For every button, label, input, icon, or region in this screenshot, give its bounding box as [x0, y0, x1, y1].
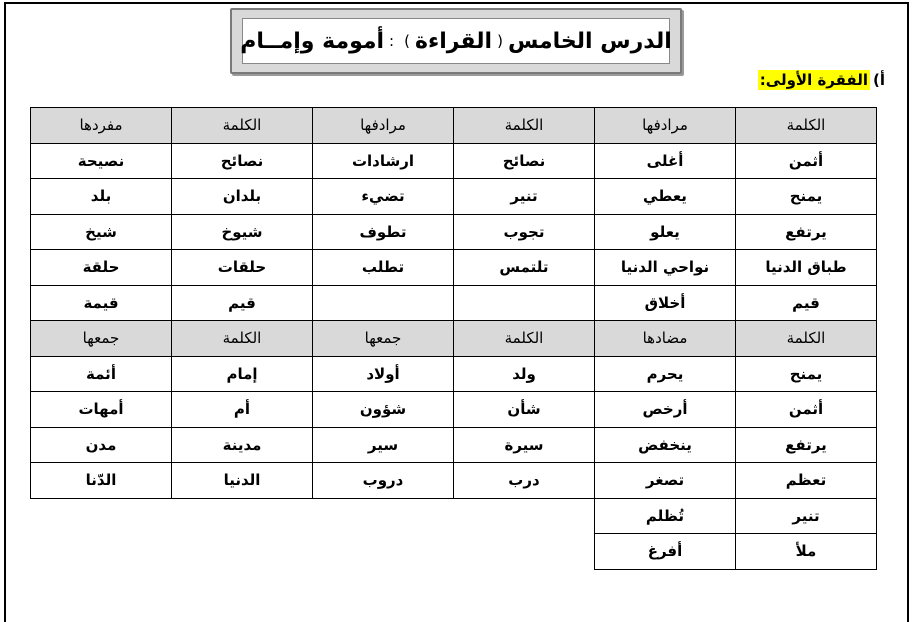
table-cell: الدنيا: [172, 463, 313, 499]
table-cell: [172, 498, 313, 534]
table-cell: يرتفع: [736, 214, 877, 250]
lesson-title-box: [230, 8, 682, 74]
table-cell: شؤون: [313, 392, 454, 428]
table-cell: أغلى: [595, 143, 736, 179]
table-cell: يمنح: [736, 356, 877, 392]
table-row: [31, 285, 877, 321]
table-header-cell: الكلمة: [172, 108, 313, 144]
table-cell: أمهات: [31, 392, 172, 428]
table-cell: سيرة: [454, 427, 595, 463]
table-header-cell: الكلمة: [172, 321, 313, 357]
table-cell: شيخ: [31, 214, 172, 250]
lesson-title: [242, 18, 670, 64]
table-cell: نواحي الدنيا: [595, 250, 736, 286]
table-cell: [31, 498, 172, 534]
table-cell: [31, 534, 172, 570]
table-row: [31, 498, 877, 534]
table-cell: سير: [313, 427, 454, 463]
table-row: [31, 214, 877, 250]
lesson-number: الدرس الخامس: [507, 28, 672, 54]
table-cell: تُظلم: [595, 498, 736, 534]
table-cell: قيم: [172, 285, 313, 321]
table-cell: [313, 285, 454, 321]
table-cell: شيوخ: [172, 214, 313, 250]
section-heading: [758, 71, 885, 89]
table-header-cell: جمعها: [313, 321, 454, 357]
table-header-cell: الكلمة: [736, 321, 877, 357]
table-cell: حلقات: [172, 250, 313, 286]
vocabulary-table: [30, 107, 877, 570]
table-cell: نصيحة: [31, 143, 172, 179]
table-header-row: [31, 321, 877, 357]
table-cell: [454, 285, 595, 321]
table-cell: تطلب: [313, 250, 454, 286]
table-cell: يعلو: [595, 214, 736, 250]
lesson-subject: القراءة: [414, 28, 493, 54]
table-row: [31, 143, 877, 179]
table-cell: تصغر: [595, 463, 736, 499]
table-cell: [454, 534, 595, 570]
table-cell: تنير: [736, 498, 877, 534]
table-cell: أفرغ: [595, 534, 736, 570]
table-row: [31, 179, 877, 215]
table-cell: أم: [172, 392, 313, 428]
lesson-topic: أمومة وإمــام: [240, 28, 385, 54]
table-row: [31, 392, 877, 428]
table-header-cell: الكلمة: [454, 321, 595, 357]
table-cell: تطوف: [313, 214, 454, 250]
table-cell: بلدان: [172, 179, 313, 215]
table-cell: نصائح: [454, 143, 595, 179]
table-cell: تضيء: [313, 179, 454, 215]
table-cell: أخلاق: [595, 285, 736, 321]
table-cell: نصائح: [172, 143, 313, 179]
table-cell: دروب: [313, 463, 454, 499]
table-cell: أثمن: [736, 392, 877, 428]
table-row: [31, 427, 877, 463]
table-cell: ينخفض: [595, 427, 736, 463]
table-cell: أثمن: [736, 143, 877, 179]
table-row: [31, 356, 877, 392]
paren-close: ): [404, 32, 410, 50]
table-cell: شأن: [454, 392, 595, 428]
table-header-row: [31, 108, 877, 144]
table-cell: يرتفع: [736, 427, 877, 463]
title-colon: :: [389, 32, 395, 50]
table-header-cell: مرادفها: [313, 108, 454, 144]
table-header-cell: مضادها: [595, 321, 736, 357]
table-cell: يعطي: [595, 179, 736, 215]
table-row: [31, 463, 877, 499]
table-cell: [172, 534, 313, 570]
table-cell: يحرم: [595, 356, 736, 392]
paren-open: (: [497, 32, 503, 50]
table-cell: بلد: [31, 179, 172, 215]
table-cell: [313, 498, 454, 534]
table-cell: قيم: [736, 285, 877, 321]
table-cell: الدّنا: [31, 463, 172, 499]
table-header-cell: جمعها: [31, 321, 172, 357]
table-cell: ولد: [454, 356, 595, 392]
table-cell: تلتمس: [454, 250, 595, 286]
table-cell: تنير: [454, 179, 595, 215]
table-cell: مدينة: [172, 427, 313, 463]
table-cell: طباق الدنيا: [736, 250, 877, 286]
table-cell: درب: [454, 463, 595, 499]
table-cell: أرخص: [595, 392, 736, 428]
table-cell: [313, 534, 454, 570]
table-header-cell: مفردها: [31, 108, 172, 144]
table-row: [31, 534, 877, 570]
table-cell: مدن: [31, 427, 172, 463]
table-row: [31, 250, 877, 286]
table-cell: أولاد: [313, 356, 454, 392]
table-cell: حلقة: [31, 250, 172, 286]
table-cell: ارشادات: [313, 143, 454, 179]
table-cell: يمنح: [736, 179, 877, 215]
table-header-cell: مرادفها: [595, 108, 736, 144]
section-prefix: أ): [873, 71, 885, 89]
section-label: الفقرة الأولى:: [759, 71, 868, 89]
table-header-cell: الكلمة: [736, 108, 877, 144]
table-header-cell: الكلمة: [454, 108, 595, 144]
table-cell: تعظم: [736, 463, 877, 499]
table-cell: تجوب: [454, 214, 595, 250]
table-cell: أئمة: [31, 356, 172, 392]
table-cell: ملأ: [736, 534, 877, 570]
table-cell: إمام: [172, 356, 313, 392]
table-cell: قيمة: [31, 285, 172, 321]
table-cell: [454, 498, 595, 534]
